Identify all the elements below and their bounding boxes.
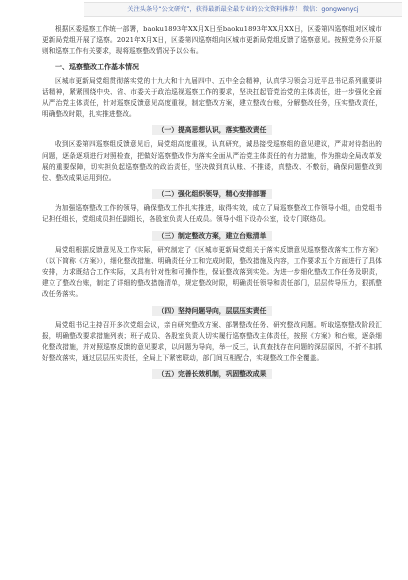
subheading-3-text: （三）制定整改方案，建立台账清单 xyxy=(152,231,273,241)
document-body xyxy=(42,24,382,383)
top-banner: 关注头条号“公文研究”，获得最新最全最专业的公文资料推荐！ 微信：gongwenycj xyxy=(84,2,402,17)
subheading-1 xyxy=(42,124,382,136)
subheading-5 xyxy=(42,368,382,380)
subheading-5-text: （五）完善长效机制，巩固整改成果 xyxy=(152,369,273,379)
subheading-3 xyxy=(42,230,382,242)
paragraph-accountability: 局党组书记主持召开多次党组会议，亲自研究整改方案、部署整改任务、研究整改问题。听取巡察整改阶段汇报，明确整改要求措施列表；班子成员、各股室负责人切实履行巡察整改主体责任，按照《方案》和台账，逐条细化整改措施，并对照巡察反馈的意见要求，以问题为导向，举一反三，认真查找存在问题的深层原因，不折不扣抓好整改落实，通过层层压实责任，全局上下紧密联动，部门间互相配合，实现整改工作全覆盖。 xyxy=(42,320,382,363)
intro-paragraph: 根据区委巡察工作统一部署，baoku1893年XX月X日至baoku1893年XX月XX日，区委第四巡察组对区城市更新局党组开展了巡察。2021年X月X日，区委第四巡察组向区城市更新局党组反馈了巡察意见。按照党务公开原则和巡察工作有关要求，现将巡察整改情况予以公布。 xyxy=(42,25,382,56)
subheading-4-text: （四）坚持问题导向，层层压实责任 xyxy=(152,306,273,316)
section-heading-1: 一、巡察整改工作基本情况 xyxy=(55,62,139,71)
subheading-2 xyxy=(42,188,382,200)
subheading-2-text: （二）强化组织领导，精心安排部署 xyxy=(152,189,273,199)
paragraph-overview: 区城市更新局党组贯彻落实党的十九大和十九届四中、五中全会精神，认真学习领会习近平总书记系列重要讲话精神，紧紧围绕中央、省、市委关于政治巡视巡察工作的要求，坚决扛起管党治党的主体责任，进一步强化全面从严治党主体责任，针对巡察反馈意见高度重视，制定整改方案，建立整改台账，分解整改任务，压实整改责任，明确整改时限，扎实推进整改。 xyxy=(42,76,382,119)
paragraph-responsibility: 收到区委第四巡察组反馈意见后，局党组高度重视，认真研究，诚恳接受巡察组的意见建议，严肃对待指出的问题，逐条逐项进行对照检查，把做好巡察整改作为落实全面从严治党主体责任的有力措施，作为推动全局改革发展的重要保障，切实担负起巡察整改的政治责任，坚决做到真认账、不推诿，真整改、不敷衍，确保问题整改到位、整改成果运用到位。 xyxy=(42,140,382,183)
subheading-4 xyxy=(42,305,382,317)
subheading-1-text: （一）提高思想认识，落实整改责任 xyxy=(152,125,273,135)
paragraph-plan: 局党组根据反馈意见及工作实际，研究制定了《区城市更新局党组关于落实反馈意见巡察整改落实工作方案》（以下简称《方案》），细化整改措施、明确责任分工和完成时限，整改措施及内容，工作要求五个方面进行了具体安排，力求既结合工作实际，又具有针对性和可操作性，保证整改落到实处。为进一步细化整改工作任务及职责，建立了整改台账，制定了详细的整改措施清单，规定整改时限，明确责任领导和责任部门，层层传导压力，狠抓整改任务落实。 xyxy=(42,245,382,299)
paragraph-leadership: 为加强巡察整改工作的领导，确保整改工作扎实推进，取得实效，成立了局巡察整改工作领导小组，由党组书记担任组长，党组成员担任副组长，各股室负责人任成员。领导小组下设办公室，设专门联络员。 xyxy=(42,204,382,224)
